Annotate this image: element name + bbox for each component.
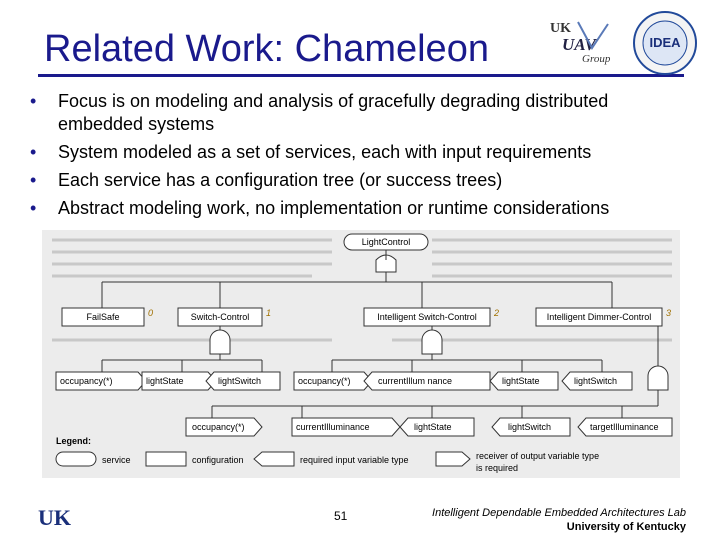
input-label: occupancy(*) <box>60 376 113 386</box>
and-gate <box>210 330 230 354</box>
config-index: 1 <box>266 308 272 318</box>
footer-lab-info <box>432 506 686 534</box>
bullet-item <box>30 197 690 220</box>
service-root-label: LightControl <box>361 237 411 247</box>
input-label: occupancy(*) <box>192 422 245 432</box>
legend-receiver-label-2: is required <box>476 463 519 473</box>
diagram-legend <box>56 436 599 473</box>
uk-uav-group-logo <box>548 18 628 68</box>
config-label: Switch-Control <box>190 312 250 322</box>
legend-service-symbol <box>56 452 96 466</box>
config-label: FailSafe <box>86 312 120 322</box>
input-label: lightSwitch <box>218 376 262 386</box>
and-gate <box>422 330 442 354</box>
config-label: Intelligent Switch-Control <box>377 312 477 322</box>
uk-logo <box>38 505 78 529</box>
legend-required-label: required input variable type <box>300 455 409 465</box>
uav-logo-uav: UAV <box>562 35 596 54</box>
legend-receiver-label: receiver of output variable type <box>476 451 600 461</box>
uav-logo-group: Group <box>582 53 611 65</box>
bullet-marker: • <box>30 198 37 218</box>
input-label: lightState <box>414 422 452 432</box>
bullet-item <box>30 141 690 164</box>
bullet-text: Abstract modeling work, no implementation or runtime considerations <box>58 198 610 218</box>
bullet-item <box>30 169 690 192</box>
legend-required-symbol <box>254 452 294 466</box>
bullet-list <box>30 90 690 225</box>
legend-service-label: service <box>102 455 131 465</box>
legend-configuration-label: configuration <box>192 455 244 465</box>
bullet-text: Each service has a configuration tree (or success trees) <box>58 170 503 190</box>
configuration-tree-diagram <box>42 230 680 478</box>
title-underline <box>38 74 684 77</box>
input-label: currentIlluminance <box>296 422 370 432</box>
input-label: targetIlluminance <box>590 422 659 432</box>
config-index: 2 <box>494 308 500 318</box>
uav-logo-uk: UK <box>550 21 571 36</box>
input-row-1 <box>56 372 632 390</box>
input-label: lightState <box>146 376 184 386</box>
input-label: occupancy(*) <box>298 376 351 386</box>
uk-logo-text: UK <box>38 505 71 529</box>
legend-configuration-symbol <box>146 452 186 466</box>
config-index: 3 <box>666 308 672 318</box>
input-label: lightSwitch <box>574 376 618 386</box>
bullet-marker: • <box>30 142 37 162</box>
bullet-item <box>30 90 690 136</box>
and-gate <box>648 366 668 390</box>
input-label: currentIllum nance <box>378 376 453 386</box>
legend-title: Legend: <box>56 436 91 446</box>
bullet-text: System modeled as a set of services, each with input requirements <box>58 142 592 162</box>
slide-title: Related Work: Chameleon <box>44 28 489 70</box>
idea-logo-text: IDEA <box>649 35 681 50</box>
legend-receiver-symbol <box>436 452 470 466</box>
bullet-marker: • <box>30 91 37 111</box>
config-index: 0 <box>148 308 154 318</box>
config-label: Intelligent Dimmer-Control <box>546 312 652 322</box>
bullet-text: Focus is on modeling and analysis of gracefully degrading distributed embedded systems <box>58 91 609 134</box>
input-label: lightSwitch <box>508 422 552 432</box>
input-label: lightState <box>502 376 540 386</box>
lab-name: Intelligent Dependable Embedded Architectures Lab <box>432 507 686 519</box>
bullet-marker: • <box>30 170 37 190</box>
university-name: University of Kentucky <box>566 521 686 533</box>
page-number: 51 <box>334 509 348 523</box>
input-row-2 <box>186 418 672 436</box>
idea-lab-logo <box>632 10 698 76</box>
